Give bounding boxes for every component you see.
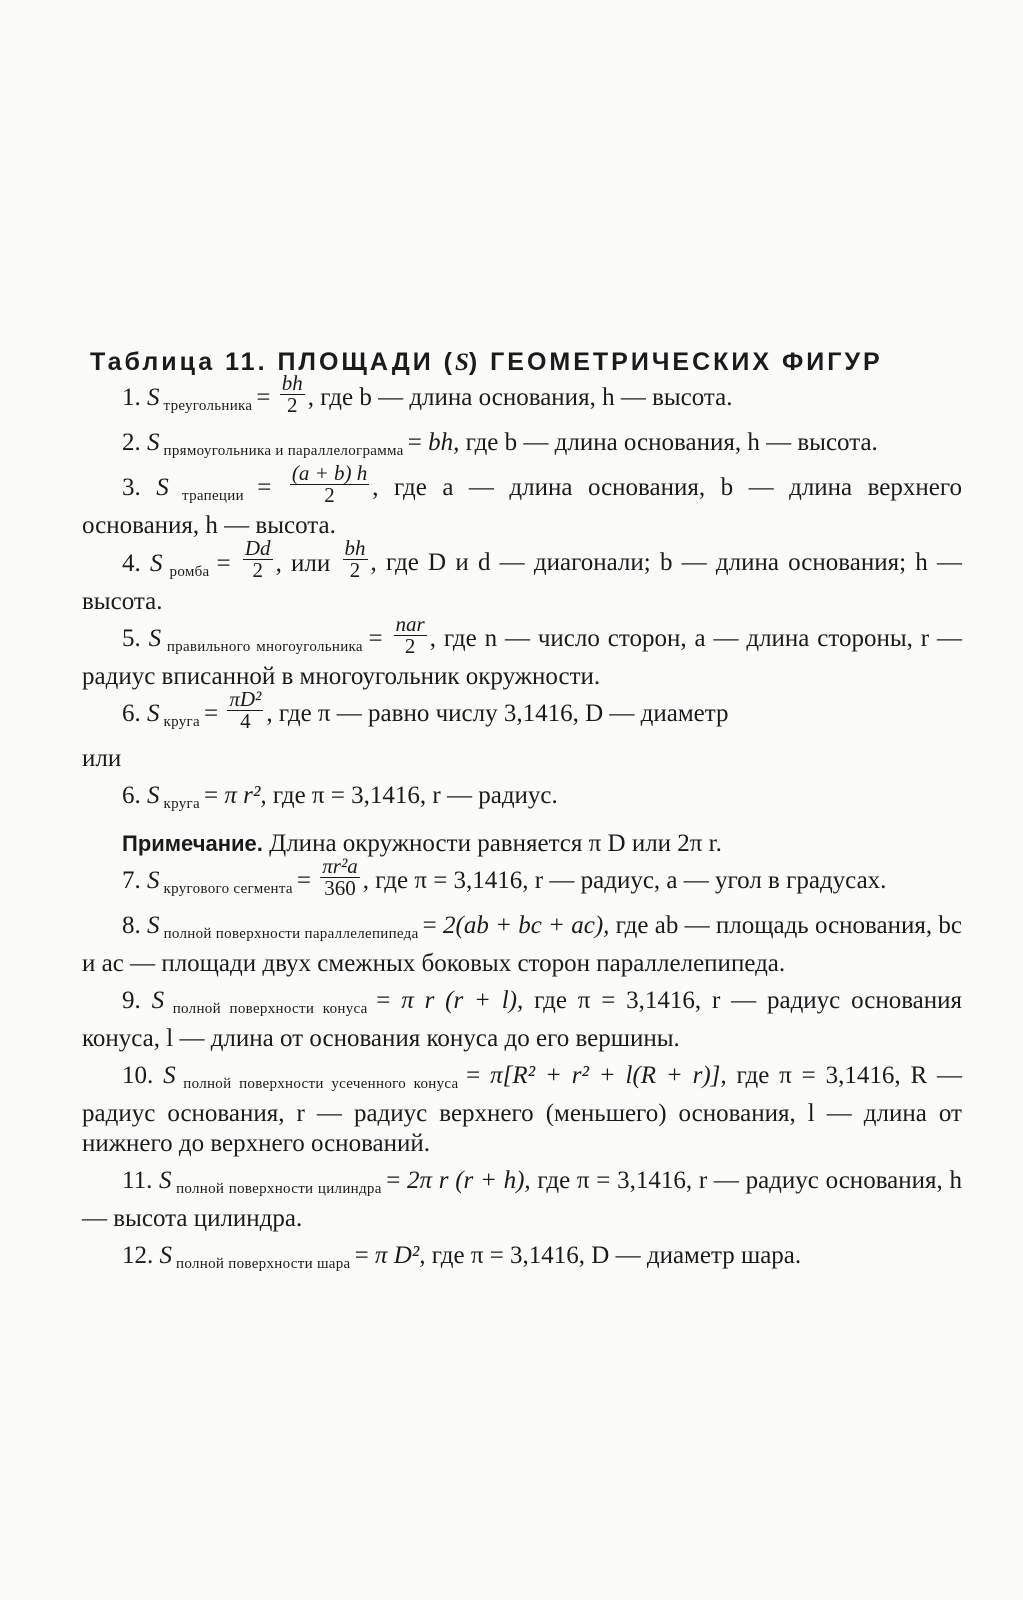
item-number: 2.: [122, 429, 147, 457]
area-symbol: S: [148, 624, 162, 652]
fraction-denominator: 4: [240, 708, 251, 733]
equals-sign: =: [256, 384, 277, 412]
fraction-denominator: 2: [324, 483, 335, 508]
item-number: 8.: [122, 912, 148, 940]
figure-subscript: трапеции: [168, 488, 258, 505]
area-symbol: S: [159, 1242, 172, 1270]
area-symbol: S: [151, 987, 165, 1015]
item-number: 12.: [122, 1242, 160, 1270]
formula-item: [82, 1241, 962, 1279]
title-symbol: S: [454, 349, 469, 376]
area-symbol: S: [156, 474, 169, 502]
fraction-denominator: 2: [287, 393, 298, 417]
note-label: Примечание.: [122, 831, 263, 857]
note-text: Длина окружности равняется π D или 2π r.: [262, 830, 722, 858]
item-number: 9.: [122, 987, 152, 1015]
continuation-text: или: [82, 745, 122, 773]
formula-item: [82, 1061, 962, 1159]
item-number: 6.: [122, 782, 147, 810]
area-symbol: S: [147, 384, 160, 412]
fraction: [290, 463, 369, 506]
formula-expression: π r (r + l),: [401, 987, 524, 1015]
item-number: 4.: [122, 549, 150, 577]
formula-item: [82, 829, 962, 859]
formula-expression: π D²,: [374, 1242, 426, 1270]
document-page: [82, 348, 962, 1286]
formula-connector: , или: [275, 549, 340, 577]
area-symbol: S: [147, 782, 160, 810]
equals-sign: =: [216, 549, 240, 577]
formula-lead: [82, 1167, 531, 1198]
fraction: [320, 856, 360, 899]
formula-explanation: , где n — число сторон, a — длина стороны, r — радиус вписанной в многоугольник окружности.: [82, 624, 963, 690]
item-number: 11.: [122, 1167, 160, 1195]
formula-expression: 2π r (r + h),: [407, 1167, 531, 1195]
formula-item: [82, 611, 963, 692]
equals-sign: =: [466, 1062, 491, 1090]
formula-explanation: где π = 3,1416, r — радиус основания конуса, l — длина от основания конуса до его вершины.: [82, 987, 963, 1053]
item-number: 1.: [122, 384, 147, 412]
figure-subscript: полной поверхности усеченного конуса: [175, 1076, 467, 1093]
fraction-denominator: 2: [404, 633, 416, 658]
equals-sign: =: [257, 474, 287, 502]
figure-subscript: круга: [159, 796, 204, 813]
formula-explanation: где b — длина основания, h — высота.: [459, 429, 878, 457]
formula-explanation: , где b — длина основания, h — высота.: [307, 384, 733, 412]
formula-lead: [82, 536, 371, 583]
formula-lead: [82, 1062, 727, 1093]
fraction-numerator: πr²a: [322, 854, 358, 879]
formula-expression: π[R² + r² + l(R + r)],: [490, 1062, 727, 1090]
fraction-numerator: (a + b) h: [291, 461, 368, 486]
formula-lead: [82, 611, 430, 658]
formula-lead: [82, 461, 372, 508]
formula-item: [82, 744, 962, 774]
area-symbol: S: [147, 700, 160, 728]
area-symbol: S: [147, 912, 160, 940]
title-pre: Таблица 11. ПЛОЩАДИ (: [90, 348, 455, 376]
formula-item: [82, 686, 962, 737]
figure-subscript: полной поверхности параллелепипеда: [159, 926, 423, 943]
figure-subscript: правильного многоугольника: [161, 638, 369, 655]
formula-list: [82, 371, 963, 1279]
fraction: [243, 538, 273, 581]
item-number: 7.: [122, 867, 147, 895]
fraction: [343, 538, 368, 581]
formula-lead: [82, 912, 610, 943]
figure-subscript: полной поверхности шара: [172, 1256, 355, 1273]
formula-item: [82, 911, 962, 979]
fraction: [394, 611, 427, 658]
formula-lead: [82, 686, 266, 733]
formula-expression: π r²,: [224, 782, 267, 810]
figure-subscript: треугольника: [159, 398, 257, 415]
formula-explanation: где π = 3,1416, r — радиус основания, h — высота цилиндра.: [82, 1167, 962, 1233]
equals-sign: =: [376, 987, 402, 1015]
formula-explanation: где π = 3,1416, r — радиус.: [266, 782, 558, 810]
equals-sign: =: [386, 1167, 408, 1195]
equals-sign: =: [296, 867, 318, 895]
formula-lead: [82, 782, 267, 813]
formula-explanation: где ab — площадь основания, bc и ac — площади двух смежных боковых сторон параллелепипеда.: [82, 912, 962, 978]
fraction-numerator: πD²: [229, 686, 262, 711]
fraction-numerator: nar: [395, 611, 425, 636]
formula-item: [82, 781, 962, 819]
area-symbol: S: [149, 549, 163, 577]
equals-sign: =: [422, 912, 444, 940]
equals-sign: =: [368, 624, 391, 652]
area-symbol: S: [163, 1062, 176, 1090]
item-number: 10.: [122, 1062, 164, 1090]
equals-sign: =: [204, 700, 225, 728]
figure-subscript: полной поверхности конуса: [164, 1001, 377, 1018]
equals-sign: =: [354, 1242, 375, 1270]
formula-item: [82, 536, 963, 616]
area-symbol: S: [147, 867, 160, 895]
formula-item: [82, 461, 963, 541]
formula-expression: bh,: [428, 429, 460, 457]
formula-item: [82, 854, 962, 904]
formula-explanation: , где D и d — диагонали; b — длина основания; h — высота.: [82, 549, 963, 615]
fraction-denominator: 2: [349, 558, 361, 583]
formula-item: [82, 1166, 962, 1234]
fraction-numerator: Dd: [244, 536, 271, 561]
formula-explanation: где π = 3,1416, R — радиус основания, r — радиус верхнего (меньшего) основания, l — длина от нижнего до верхнего оснований.: [82, 1062, 962, 1158]
formula-explanation: , где a — длина основания, b — длина верхнего основания, h — высота.: [82, 474, 963, 540]
fraction-denominator: 360: [324, 876, 356, 901]
figure-subscript: ромба: [162, 563, 217, 580]
item-number: 5.: [122, 624, 149, 652]
fraction-numerator: bh: [344, 536, 366, 561]
formula-lead: [82, 1242, 426, 1273]
figure-subscript: кругового сегмента: [159, 881, 297, 898]
item-number: 3.: [122, 474, 157, 502]
figure-subscript: прямоугольника и параллелограмма: [159, 443, 408, 460]
formula-item: [82, 986, 962, 1054]
fraction: [280, 373, 305, 416]
formula-explanation: где π = 3,1416, D — диаметр шара.: [425, 1242, 802, 1270]
table-title: [90, 348, 962, 377]
formula-explanation: , где π = 3,1416, r — радиус, a — угол в градусах.: [362, 867, 887, 895]
formula-explanation: , где π — равно числу 3,1416, D — диаметр: [266, 700, 729, 728]
fraction-numerator: bh: [281, 371, 303, 395]
formula-lead: [82, 987, 524, 1018]
figure-subscript: полной поверхности цилиндра: [171, 1181, 387, 1198]
formula-lead: [82, 429, 460, 460]
title-post: ) ГЕОМЕТРИЧЕСКИХ ФИГУР: [468, 348, 883, 376]
area-symbol: S: [147, 429, 160, 457]
fraction: [227, 686, 263, 733]
equals-sign: =: [204, 782, 225, 810]
equals-sign: =: [407, 429, 429, 457]
formula-lead: [82, 371, 308, 417]
fraction-denominator: 2: [252, 558, 263, 583]
formula-item: [82, 371, 962, 421]
area-symbol: S: [159, 1167, 172, 1195]
formula-item: [82, 428, 962, 466]
figure-subscript: круга: [159, 714, 204, 731]
item-number: 6.: [122, 700, 147, 728]
formula-expression: 2(ab + bc + ac),: [443, 912, 610, 940]
formula-lead: [82, 854, 363, 901]
note: [82, 830, 722, 857]
